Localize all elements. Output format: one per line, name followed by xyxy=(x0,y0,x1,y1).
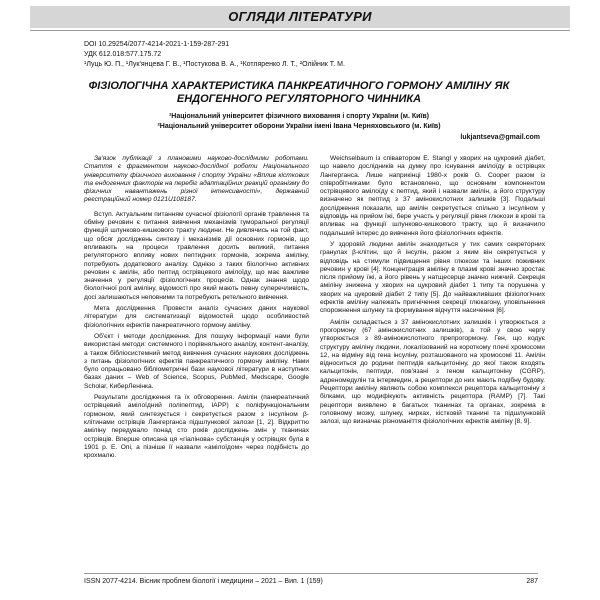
aim-paragraph: Мета дослідження. Провести аналіз сучасних даних наукової літератури для систематизації відомостей щодо особливостей фізіологічних ефектів панкреатичного гормону аміліну. xyxy=(84,305,309,329)
intro-paragraph: Вступ. Актуальним питанням сучасної фізіології органів травлення та обміну речовин є питання вивчення механізмів гуморальної регуляції функцій шлунково-кишкового тракту людини. Не дивлячись на той факт, що обсяг досліджень синтезу і механізмів дії основних гормонів, що впливають на процеси травлення досить великий, питання регуляторного впливу нових пептидних гормонів, зокрема аміліну, потребують додаткового аналізу. Однією з таких біологічно активних речовин є амілін, або пептид острівцевого амілоїду, що має важливе значення у регуляції фізіологічних процесів. Однак знання щодо біологічної ролі аміліну, відомості про який мають певну суперечливість, досі залишаються неповними та потребують ретельного вивчення. xyxy=(84,210,309,301)
structure-paragraph: Амілін складається з 37 амінокислотних залишків і утворюється з прогормону (67 амінокислотних залишків), а той у свою чергу утворюється з 89-амінокислотного препрогормону. Ген, що кодує структуру аміліну людини, локалізований на короткому плечі хромосоми 12, на відміну від гена інсуліну, розташованого на хромосомі 11. Амілін відноситься до родини пептидів кальцитоніну, до якої також входять кальцитонін, пептиди, пов'язані з геном кальцитоніну (CGRP), адреномедулін та інтермедин, а рецептори до них мають подібну будову. Рецептори аміліну являють собою комплекси рецептора кальцитоніну з білками, що модифікують активність рецептора (RAMP) [7]. Такі рецептори виявлено в багатьох тканинах та органах, зокрема в головному мозку, шлунку, нирках, кістковій тканині та підшлунковій залозі, що визначає різноманіття фізіологічних ефектів аміліну [8, 9]. xyxy=(320,318,545,426)
publication-link-note: Зв'язок публікації з плановими науково-дослідними роботами. Стаття є фрагментом науково-дослідної роботи Національного університету фізичного виховання і спорту України «Вплив кісткових та ендогенних факторів на перебіг адаптаційних реакцій організму до фізичних навантажень різної інтенсивності», державний реєстраційний номер 0121U108187. xyxy=(84,155,309,204)
right-column xyxy=(320,155,545,430)
contact-email: lukjantseva@gmail.com xyxy=(460,134,540,141)
results-paragraph: Результати дослідження та їх обговорення. Амілін (панкреатичний острівцевий амілоїдний поліпептид, IAPP) є поліфункціональним гормоном, який синтезується і секретується разом з інсуліном β-клітинами острівців Лангерганса підшлункової залози [1, 2]. Відкриттю аміліну передувало понад сто років досліджень змін у тканинах острівців. Вперше описана ця «гіалінова» субстанція у острівцях була в 1901 р. Е. Опі, а пізніше її назвали «амілоїдом» через подібність до крохмалю. xyxy=(84,394,309,460)
section-header xyxy=(30,6,570,28)
section-title: ОГЛЯДИ ЛІТЕРАТУРИ xyxy=(228,9,372,24)
journal-footer: ISSN 2077-4214. Вісник проблем біології і медицини – 2021 – Вип. 1 (159) xyxy=(84,578,323,585)
header-divider xyxy=(30,30,570,31)
left-column xyxy=(84,155,309,463)
udc: УДК 612.018:577.175.72 xyxy=(84,51,162,58)
secretion-paragraph: У здоровій людини амілін знаходиться у тих самих секреторних гранулах β-клітин, що й інсулін, разом з яким він секретується у відповідь на стимули підвищення рівня глюкози та інших поживних речовин у крові [4]. Концентрація аміліну в плазмі крові значно зростає після прийому їжі, а його рівень у натщесерце значно нижчий. Секреція аміліну знижена у хворих на цукровий діабет 1 типу та порушена у хворих на цукровий діабет 2 типу [5]. До найважливіших фізіологічних ефектів аміліну належать пригнічення секреції глюкагону, уповільнення спорожнення шлунку та формування відчуття насичення [6]. xyxy=(320,240,545,315)
authors: ¹Луць Ю. П., ¹Лук'янцева Г. В., ¹Постукова В. А., ¹Котляренко Л. Т., ²Олійник Т. М. xyxy=(84,61,345,68)
history-paragraph: Weichselbaum із співавтором E. Stangl у хворих на цукровий діабет, що навело дослідників на думку про існування амілоїду в острівцях Лангерганса. Лише наприкінці 1980-х років G. Cooper разом із співробітниками було встановлено, що основним компонентом острівцевого амілоїду є пептид, який і назвали амілін, а його структуру визначено як пептид з 37 амінокислотних залишків [3]. Подальші дослідження показали, що амілін секретується спільно з інсуліном у відповідь на прийом їжі, бере участь у регуляції рівня глюкози в крові та впливає на функції шлунково-кишкового тракту, що й визначило подальший інтерес до вивчення його фізіологічних ефектів. xyxy=(320,155,545,237)
article-meta xyxy=(84,40,514,70)
footer-divider xyxy=(84,573,538,574)
doi: DOI 10.29254/2077-4214-2021-1-159-287-291 xyxy=(84,41,230,48)
affiliation-2: ²Національний університет оборони України імені Івана Черняховського (м. Київ) xyxy=(157,123,441,130)
methods-paragraph: Об'єкт і методи дослідження. Для пошуку інформації нами були використані методи: системного і порівняльного аналізу, контент-аналізу, а також бібліосистемний метод вивчення сучасних наукових досліджень з питань фізіологічних ефектів панкреатичного гормону аміліну. Нами було опрацьовано бібліометричні бази наукової літератури в наступних базах даних – Web of Science, Scopus, PubMed, Medscape, Google Scholar, КиберЛенінка. xyxy=(84,332,309,390)
page-number: 287 xyxy=(526,578,538,585)
affiliation-1: ¹Національний університет фізичного виховання і спорту України (м. Київ) xyxy=(168,113,430,120)
affiliations xyxy=(84,112,514,132)
article-title: ФІЗІОЛОГІЧНА ХАРАКТЕРИСТИКА ПАНКРЕАТИЧНОГО ГОРМОНУ АМІЛІНУ ЯК ЕНДОГЕННОГО РЕГУЛЯТОРНОГО ЧИННИКА xyxy=(88,80,510,105)
